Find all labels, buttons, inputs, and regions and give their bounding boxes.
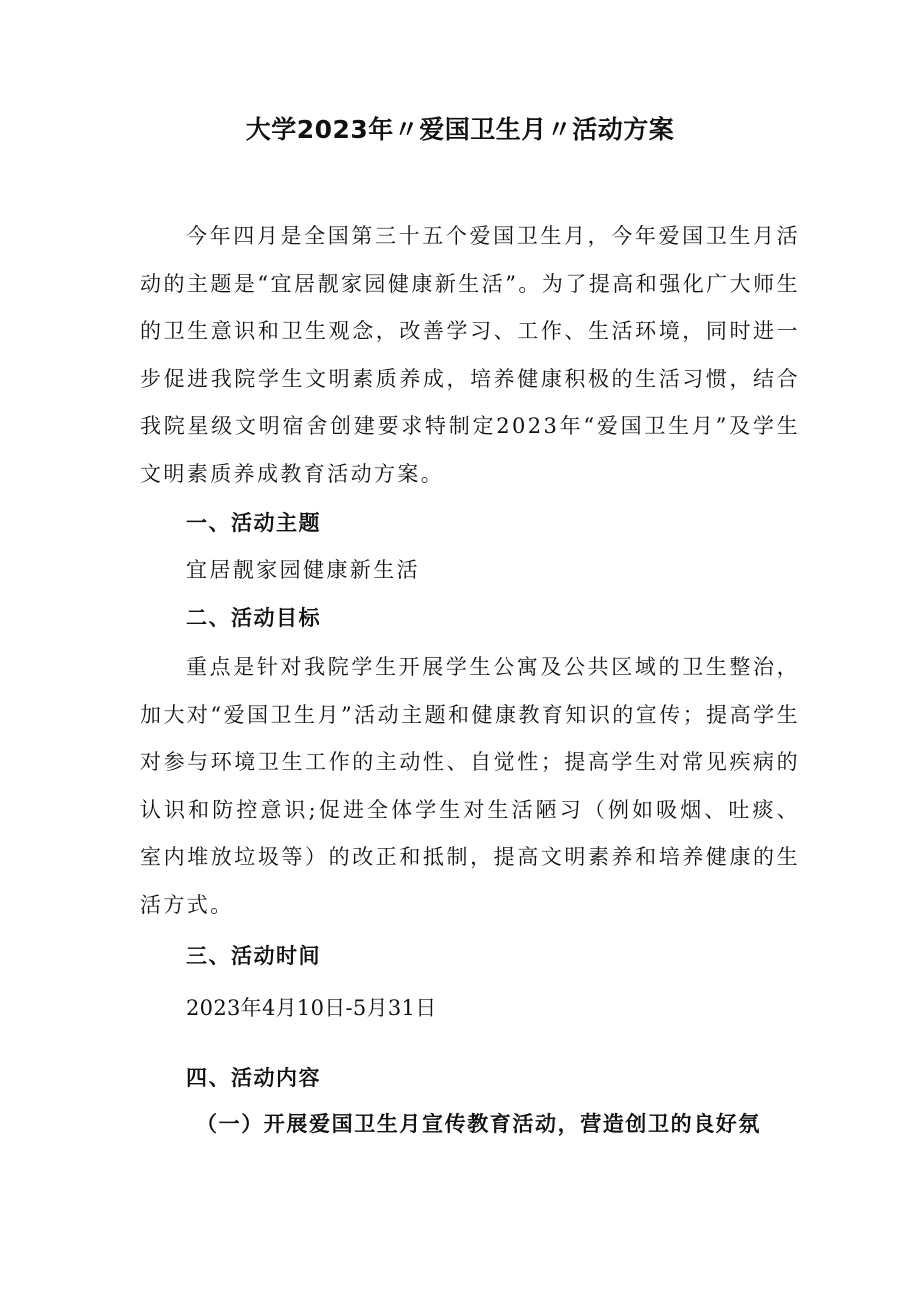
section-content-time: 2023年4月10日-5月31日 [186, 996, 437, 1020]
section-heading-goals: 二、活动目标 [186, 605, 321, 630]
section-heading-time: 三、活动时间 [186, 943, 321, 968]
section-subheading-publicity: （一）开展爱国卫生月宣传教育活动，营造创卫的良好氛 [196, 1111, 761, 1136]
section-content-goals: 重点是针对我院学生开展学生公寓及公共区域的卫生整治，加大对“爱国卫生月”活动主题和健康教育知识的宣传；提高学生对参与环境卫生工作的主动性、自觉性；提高学生对常见疾病的认识和防控意识;促进全体学生对生活陋习（例如吸烟、吐痰、室内堆放垃圾等）的改正和抵制，提高文明素养和培养健康的生活方式。 [140, 655, 800, 917]
section-heading-theme: 一、活动主题 [186, 510, 321, 535]
section-content-theme: 宜居靓家园健康新生活 [186, 558, 420, 582]
section-heading-content: 四、活动内容 [186, 1065, 321, 1090]
document-title: 大学2023年〃爱国卫生月〃活动方案 [245, 115, 675, 144]
intro-paragraph: 今年四月是全国第三十五个爱国卫生月，今年爱国卫生月活动的主题是“宜居靓家园健康新生活”。为了提高和强化广大师生的卫生意识和卫生观念，改善学习、工作、生活环境，同时进一步促进我院学生文明素质养成，培养健康积极的生活习惯，结合我院星级文明宿舍创建要求特制定2023年“爱国卫生月”及学生文明素质养成教育活动方案。 [140, 224, 800, 486]
